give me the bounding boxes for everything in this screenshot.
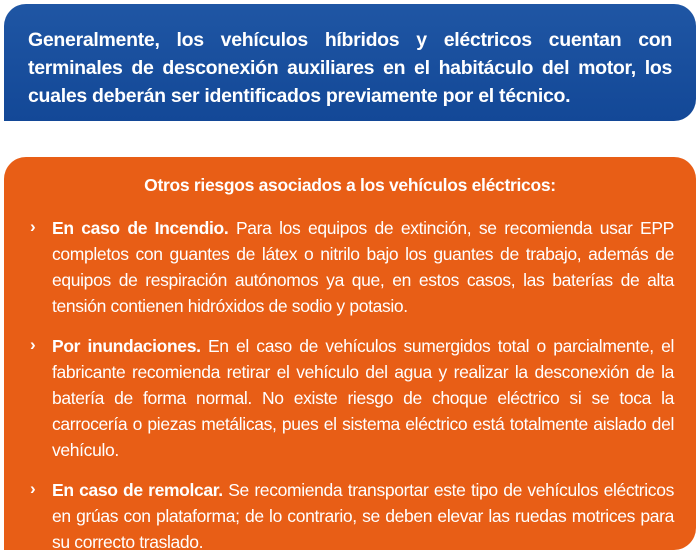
- risk-item-text: Para los equipos de extinción, se recomienda usar EPP completos con guantes de látex o nitrilo bajo los guantes de trabajo, además de equipos de respiración autónomos ya que, en estos casos, las baterías de alta tensión contienen hidróxidos de sodio y potasio.: [52, 218, 675, 316]
- risk-item-flood: [26, 333, 674, 463]
- risks-panel: [4, 157, 696, 550]
- intro-callout: [4, 4, 696, 121]
- risk-item-lead: Por inundaciones.: [52, 336, 201, 356]
- risk-item-lead: En caso de Incendio.: [52, 218, 229, 238]
- risk-item-towing: [26, 477, 674, 555]
- risk-item-text: En el caso de vehículos sumergidos total o parcialmente, el fabricante recomienda retirar el vehículo del agua y realizar la desconexión de la batería de forma normal. No existe riesgo de choque eléctrico si se toca la carrocería o piezas metálicas, pues el sistema eléctrico está totalmente aislado del vehículo.: [52, 336, 674, 460]
- risk-item-text: Se recomienda transportar este tipo de vehículos eléctricos en grúas con plataforma; de lo contrario, se deben elevar las ruedas motrices para su correcto traslado.: [52, 480, 674, 552]
- risks-title: Otros riesgos asociados a los vehículos eléctricos:: [144, 175, 556, 195]
- chevron-right-icon: ›: [30, 217, 36, 236]
- chevron-right-icon: ›: [30, 479, 36, 498]
- intro-text: Generalmente, los vehículos híbridos y eléctricos cuentan con terminales de desconexión auxiliares en el habitáculo del motor, los cuales deberán ser identificados previamente por el técnico.: [28, 29, 672, 107]
- risk-item-fire: [26, 215, 674, 319]
- risk-item-lead: En caso de remolcar.: [52, 480, 223, 500]
- chevron-right-icon: ›: [30, 335, 36, 354]
